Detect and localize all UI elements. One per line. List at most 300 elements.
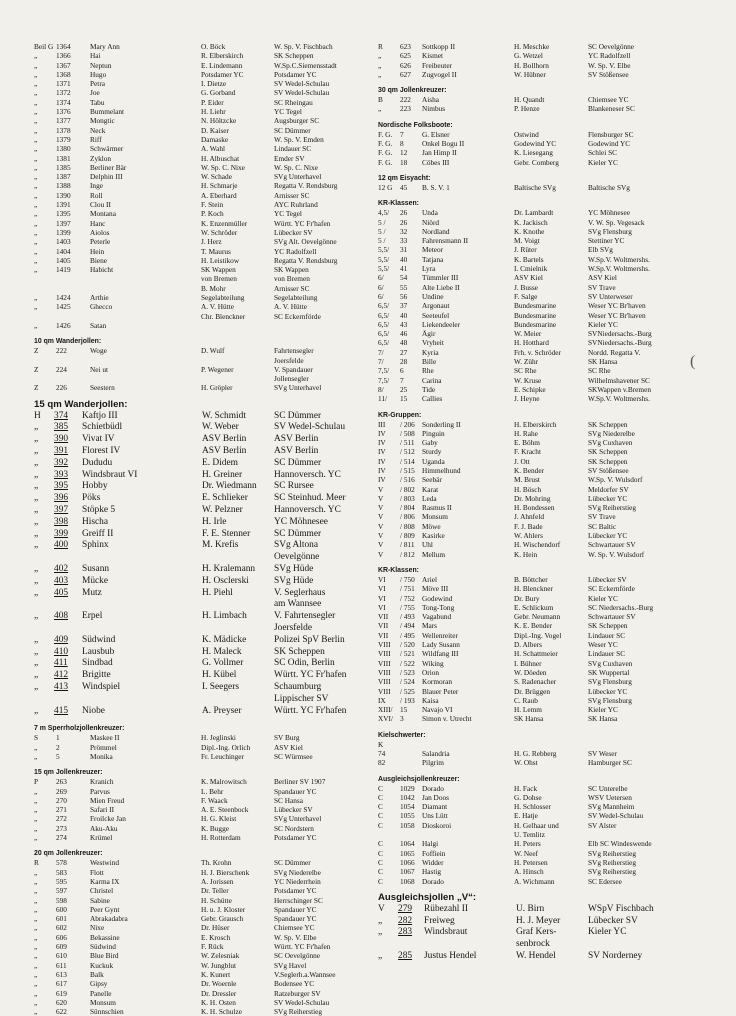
entry-row xyxy=(34,247,369,256)
sail-number: / 523 xyxy=(400,667,415,677)
boat-name: Aku-Aku xyxy=(90,823,118,833)
entry-row xyxy=(378,385,724,394)
boat-name: Seestern xyxy=(90,383,115,393)
club: Stettiner YC xyxy=(588,236,625,246)
owner: H. Schmarje xyxy=(201,181,238,191)
entry-row xyxy=(378,245,724,254)
boat-name: Undine xyxy=(422,291,444,301)
boat-name: Vivat IV xyxy=(82,434,115,445)
sail-prefix: „ xyxy=(34,457,39,468)
sail-number: 1377 xyxy=(56,116,71,126)
boat-name: Mars xyxy=(422,621,437,631)
section-heading: Ausgleichsjollenkreuzer: xyxy=(378,775,460,783)
entry-row xyxy=(378,104,724,113)
sail-number: / 512 xyxy=(400,447,415,457)
owner: M. Krefis xyxy=(202,540,239,551)
sail-prefix: Beil G xyxy=(34,42,54,51)
sail-number: 597 xyxy=(56,886,67,896)
boat-name: Tide xyxy=(422,384,436,394)
club: Joersfelde xyxy=(274,355,304,365)
club: SVg Cuxhaven xyxy=(588,658,633,668)
club: SVg Reiherstieg xyxy=(588,503,637,513)
club: SV Unterweser xyxy=(588,291,633,301)
sail-number: 7 xyxy=(400,375,404,385)
sail-number: 12 xyxy=(400,148,408,158)
owner: Gebr. Grausch xyxy=(201,914,244,924)
boat-name: Arthie xyxy=(90,293,109,303)
entry-row xyxy=(378,659,724,668)
sail-number: / 511 xyxy=(400,438,415,448)
boat-name: Aisha xyxy=(422,95,440,105)
boat-name: Habicht xyxy=(90,265,114,275)
entry-row xyxy=(34,135,369,144)
sail-prefix: Z xyxy=(34,383,39,393)
boat-name: Dorado xyxy=(422,783,444,793)
sail-prefix: C xyxy=(378,876,383,886)
owner: K. Knothe xyxy=(514,226,545,236)
entry-row xyxy=(34,787,369,796)
entry-row xyxy=(378,714,724,723)
sail-prefix: VIII xyxy=(378,677,391,687)
owner: I. Dietze xyxy=(201,79,227,89)
club: Berliner SV 1907 xyxy=(274,777,326,787)
club: SC Odin, Berlin xyxy=(274,658,335,669)
sail-number: 270 xyxy=(56,795,67,805)
owner: H. Kralemann xyxy=(202,564,256,575)
club: SV Burg xyxy=(274,733,300,743)
sail-prefix: „ xyxy=(34,516,39,527)
entry-row xyxy=(34,493,369,505)
owner: P. Eider xyxy=(201,97,224,107)
sail-number: 1380 xyxy=(56,144,71,154)
entry-row xyxy=(34,623,369,635)
owner: H. Rahe xyxy=(514,428,538,438)
entry-row xyxy=(34,905,369,914)
sail-prefix: F. G. xyxy=(378,157,393,167)
boat-name: Sindbad xyxy=(82,658,113,669)
entry-row xyxy=(34,144,369,153)
club: V.Seglerh.a.Wannsee xyxy=(274,969,336,979)
sail-number: 601 xyxy=(56,914,67,924)
club: Potsdamer YC xyxy=(274,833,317,843)
owner: von Bremen xyxy=(201,274,237,284)
boat-name: Inge xyxy=(90,181,103,191)
boat-name: Greiff II xyxy=(82,528,114,539)
boat-name: Montana xyxy=(90,209,116,219)
sail-prefix: VIII xyxy=(378,667,391,677)
entry-row xyxy=(34,833,369,842)
club: SVg Unterhavel xyxy=(274,383,322,393)
club: Arnisser SC xyxy=(274,190,310,200)
entry-row xyxy=(378,612,724,621)
entry-row xyxy=(378,466,724,475)
owner: G. Vollmer xyxy=(202,658,244,669)
sail-prefix: 82 xyxy=(378,758,386,768)
club: YC Tegel xyxy=(274,209,302,219)
sail-prefix: „ xyxy=(34,886,38,896)
boat-name: Satan xyxy=(90,320,107,330)
sail-number: 625 xyxy=(400,51,411,61)
owner: Dr. Woernle xyxy=(201,979,237,989)
sail-number: / 525 xyxy=(400,686,415,696)
entry-row xyxy=(34,647,369,659)
sail-prefix: F. G. xyxy=(378,148,393,158)
club: Württ. YC Fr'hafen xyxy=(274,705,347,716)
club: Regatta V. Rendsburg xyxy=(274,255,338,265)
boat-name: Ägir xyxy=(422,329,436,339)
owner: H. Liehr xyxy=(201,107,226,117)
entry-row xyxy=(378,227,724,236)
sail-prefix: 6,5/ xyxy=(378,319,390,329)
sail-prefix: „ xyxy=(34,814,38,824)
entry-row xyxy=(378,951,724,963)
club: Flensburger SC xyxy=(588,129,634,139)
owner: E. Schlickum xyxy=(514,602,554,612)
sail-prefix: „ xyxy=(34,116,38,126)
owner: H. Lemm xyxy=(514,705,542,715)
club: ASV Kiel xyxy=(588,273,617,283)
owner: K. Kunert xyxy=(201,969,231,979)
entry-row xyxy=(34,824,369,833)
club: YC Niederrhein xyxy=(274,876,321,886)
sail-prefix: „ xyxy=(34,951,38,961)
sail-number: 402 xyxy=(54,564,69,575)
sail-number: / 516 xyxy=(400,475,415,485)
owner: Bundesmarine xyxy=(514,301,557,311)
boat-name: Sturdy xyxy=(422,447,442,457)
entry-row xyxy=(34,458,369,470)
owner: F. Waack xyxy=(201,795,228,805)
sail-prefix: „ xyxy=(378,51,382,61)
sail-prefix: „ xyxy=(34,469,39,480)
sail-prefix: K xyxy=(378,739,384,749)
boat-name: Mary Ann xyxy=(90,42,120,51)
boat-name: Foffiein xyxy=(422,848,446,858)
sail-prefix: „ xyxy=(34,564,39,575)
club: SC Edersee xyxy=(588,876,622,886)
sail-prefix: VIII xyxy=(378,640,391,650)
owner: E. Didem xyxy=(202,457,238,468)
owner: F. J. Bade xyxy=(514,521,543,531)
entry-row xyxy=(34,411,369,423)
owner: H. Rotterdam xyxy=(201,833,241,843)
sail-number: 390 xyxy=(54,434,69,445)
boat-name: Jan Himp II xyxy=(422,148,457,158)
owner: A. V. Hütte xyxy=(201,302,234,312)
owner: H. Quandt xyxy=(514,95,545,105)
sail-number: 54 xyxy=(400,273,408,283)
owner: D. Albers xyxy=(514,640,542,650)
entry-row xyxy=(378,70,724,79)
sail-number: 578 xyxy=(56,858,67,868)
entry-row xyxy=(34,752,369,761)
sail-number: 622 xyxy=(56,1007,67,1016)
entry-row xyxy=(378,550,724,559)
owner: K. Liesegang xyxy=(514,148,553,158)
boat-name: Pöks xyxy=(82,493,101,504)
owner: H. Kübel xyxy=(202,670,237,681)
sail-prefix: „ xyxy=(34,293,38,303)
sail-number: 1042 xyxy=(400,792,415,802)
owner: H. Peters xyxy=(514,839,541,849)
boat-name: Tabu xyxy=(90,97,105,107)
sail-prefix: „ xyxy=(34,658,39,669)
sail-prefix: 6/ xyxy=(378,273,384,283)
sail-prefix: VI xyxy=(378,574,386,584)
sail-prefix: „ xyxy=(34,69,38,79)
sail-number: 1067 xyxy=(400,867,415,877)
club: W.Sp.V. Woltmershs. xyxy=(588,264,650,274)
sail-number: 1054 xyxy=(400,802,415,812)
sail-prefix: 6,5/ xyxy=(378,310,390,320)
sail-number: / 494 xyxy=(400,621,415,631)
club: A. V. Hütte xyxy=(274,302,307,312)
owner: F. Rück xyxy=(201,942,224,952)
entry-row xyxy=(34,564,369,576)
sail-number: / 493 xyxy=(400,612,415,622)
entry-row xyxy=(34,694,369,706)
entry-row xyxy=(34,942,369,951)
club: SC Rhe xyxy=(588,366,611,376)
owner: ASV Kiel xyxy=(514,273,543,283)
sail-number: / 751 xyxy=(400,584,415,594)
owner: E. Böhm xyxy=(514,438,540,448)
sail-prefix: VII xyxy=(378,621,389,631)
boat-name: Wildfang III xyxy=(422,649,459,659)
sail-prefix: „ xyxy=(34,162,38,172)
club: Jollensegler xyxy=(274,374,309,384)
entry-row xyxy=(34,970,369,979)
owner: W. Hübner xyxy=(514,69,546,79)
boat-name: Abrakadabra xyxy=(90,914,128,924)
entry-row xyxy=(34,374,369,383)
sail-prefix: „ xyxy=(34,190,38,200)
entry-row xyxy=(34,200,369,209)
boat-name: Gaby xyxy=(422,438,438,448)
club: W. Sp. V. Elbe xyxy=(274,932,317,942)
club: W.Sp. V. Wulsdorf xyxy=(588,475,643,485)
sail-number: 1405 xyxy=(56,255,71,265)
sail-number: / 515 xyxy=(400,465,415,475)
owner: T. Maurus xyxy=(201,246,231,256)
sail-prefix: III xyxy=(378,419,386,429)
boat-name: Rübezahl II xyxy=(424,903,468,914)
sail-prefix: „ xyxy=(34,876,38,886)
sail-number: 56 xyxy=(400,291,408,301)
owner: J. Ott xyxy=(514,456,530,466)
sail-prefix: C xyxy=(378,857,383,867)
sail-prefix: „ xyxy=(34,805,38,815)
owner: K. Bender xyxy=(514,465,544,475)
sail-number: 6 xyxy=(400,366,404,376)
owner: N. Höltzcke xyxy=(201,116,237,126)
owner: I. Seegers xyxy=(202,682,239,693)
sail-prefix: 6,5/ xyxy=(378,338,390,348)
boat-name: Mutz xyxy=(82,587,102,598)
owner: Chr. Blenckner xyxy=(201,311,246,321)
owner: H. Jeglinski xyxy=(201,733,236,743)
owner: W. Neef xyxy=(514,848,539,858)
owner: J. Rüter xyxy=(514,245,537,255)
boat-name: Kaisa xyxy=(422,695,439,705)
entry-row xyxy=(378,42,724,51)
club: ASV Berlin xyxy=(274,446,319,457)
sail-prefix: IV xyxy=(378,447,386,457)
boat-name: Rasmus II xyxy=(422,503,452,513)
owner: B. Mohr xyxy=(201,283,226,293)
club: SK Hansa xyxy=(588,357,618,367)
sail-number: 410 xyxy=(54,646,69,657)
boat-name: Ghecco xyxy=(90,302,113,312)
boat-name: Neptun xyxy=(90,60,112,70)
entry-row xyxy=(34,51,369,60)
sail-number: 1066 xyxy=(400,857,415,867)
entry-row xyxy=(34,529,369,541)
entry-row xyxy=(34,858,369,867)
boat-name: Bummelant xyxy=(90,107,125,117)
entry-row xyxy=(34,599,369,611)
sail-prefix: „ xyxy=(34,979,38,989)
owner: R. Elberskirch xyxy=(201,51,244,61)
owner: H. Gelhaar und xyxy=(514,820,559,830)
entry-row xyxy=(378,255,724,264)
boat-name: Navajo VI xyxy=(422,705,453,715)
club: SK Scheppen xyxy=(588,447,628,457)
owner: H. Greiner xyxy=(202,469,243,480)
sail-number: 1364 xyxy=(56,42,71,51)
club: SVNiedersachs.-Burg xyxy=(588,338,652,348)
club: SC Rursee xyxy=(274,481,314,492)
entry-row xyxy=(34,154,369,163)
owner: W. Zühr xyxy=(514,357,539,367)
boat-name: Jan Doos xyxy=(422,792,449,802)
sail-number: 28 xyxy=(400,357,408,367)
owner: P. Henze xyxy=(514,104,540,114)
owner: W. Meier xyxy=(514,329,542,339)
sail-prefix: „ xyxy=(34,904,38,914)
owner: H. Bösch xyxy=(514,484,542,494)
section-heading: 15 qm Jollenkreuzer: xyxy=(34,769,103,777)
club: Elb SVg xyxy=(588,245,613,255)
boat-name: Gipsy xyxy=(90,979,108,989)
entry-row xyxy=(34,284,369,293)
entry-row xyxy=(378,503,724,512)
owner: H. Blenckner xyxy=(514,584,553,594)
club: Lindauer SC xyxy=(274,144,312,154)
club: Lübecker YC xyxy=(588,686,628,696)
sail-number: 405 xyxy=(54,587,69,598)
sail-number: 1426 xyxy=(56,320,71,330)
sail-prefix: 11/ xyxy=(378,394,388,404)
boat-name: Diamant xyxy=(422,802,448,812)
entry-row xyxy=(34,312,369,321)
owner: Dr. Hüser xyxy=(201,923,230,933)
entry-row xyxy=(34,237,369,246)
club: WSpV Fischbach xyxy=(588,903,654,914)
sail-number: 1419 xyxy=(56,265,71,275)
sail-number: 609 xyxy=(56,942,67,952)
boat-name: Blauer Peter xyxy=(422,686,459,696)
sail-number: 32 xyxy=(400,226,408,236)
entry-row xyxy=(34,346,369,355)
sail-prefix: 5,5/ xyxy=(378,254,390,264)
entry-row xyxy=(34,107,369,116)
sail-prefix: 8/ xyxy=(378,384,384,394)
boat-name: Seeteufel xyxy=(422,310,450,320)
entry-row xyxy=(34,79,369,88)
boat-name: Berliner Bär xyxy=(90,162,127,172)
owner: E. Lindemann xyxy=(201,60,243,70)
owner: H. Leistikow xyxy=(201,255,240,265)
sail-prefix: VIII xyxy=(378,658,391,668)
entry-row xyxy=(34,70,369,79)
entry-row xyxy=(34,98,369,107)
entry-row xyxy=(34,576,369,588)
entry-row xyxy=(378,366,724,375)
boat-name: Ariel xyxy=(422,574,437,584)
owner: B. Böttcher xyxy=(514,574,548,584)
sail-number: 1372 xyxy=(56,88,71,98)
sail-prefix: 7/ xyxy=(378,347,384,357)
owner: K. Hein xyxy=(514,549,538,559)
sail-prefix: „ xyxy=(378,104,382,114)
sail-number: 598 xyxy=(56,895,67,905)
owner: Frh. v. Schröder xyxy=(514,347,561,357)
club: SC Dümmer xyxy=(274,125,311,135)
boat-name: Tatjana xyxy=(422,254,444,264)
sail-prefix: „ xyxy=(34,742,38,752)
sail-number: 41 xyxy=(400,264,408,274)
sail-number: 626 xyxy=(400,60,411,70)
right-column xyxy=(378,42,724,963)
entry-row xyxy=(378,208,724,217)
entry-row xyxy=(378,830,724,839)
entry-row xyxy=(378,649,724,658)
entry-row xyxy=(378,939,724,951)
club: SC Steinhud. Meer xyxy=(274,493,346,504)
boat-name: Vryheit xyxy=(422,338,444,348)
entry-row xyxy=(378,540,724,549)
boat-name: Peer Gynt xyxy=(90,904,120,914)
entry-row xyxy=(34,998,369,1007)
boat-name: Himmelhund xyxy=(422,465,461,475)
sail-number: 1068 xyxy=(400,876,415,886)
club: Lübecker YC xyxy=(588,493,628,503)
owner: Fr. Leuchinger xyxy=(201,752,244,761)
boat-name: Monsum xyxy=(90,997,116,1007)
sail-number: 413 xyxy=(54,682,69,693)
boat-name: Kaftjo III xyxy=(82,410,118,421)
owner: SC Rhe xyxy=(514,366,537,376)
entry-row xyxy=(378,457,724,466)
boat-name: Simon v. Utrecht xyxy=(422,714,472,724)
sail-prefix: 6/ xyxy=(378,291,384,301)
sail-prefix: „ xyxy=(34,587,39,598)
owner: SK Wappen xyxy=(201,265,236,275)
owner: W. Ahlers xyxy=(514,531,543,541)
owner: W. Weber xyxy=(202,422,239,433)
owner: W. Schade xyxy=(201,172,232,182)
owner: Gebr. Comberg xyxy=(514,157,559,167)
sail-prefix: „ xyxy=(378,69,382,79)
entry-row xyxy=(378,811,724,820)
sail-prefix: „ xyxy=(34,646,39,657)
sail-number: 222 xyxy=(56,346,67,356)
club: SC Dümmer xyxy=(274,457,322,468)
owner: U. Temlitz xyxy=(514,830,545,840)
owner: J. Herz xyxy=(201,237,222,247)
club: SVg Alt. Oevelgönne xyxy=(274,237,337,247)
